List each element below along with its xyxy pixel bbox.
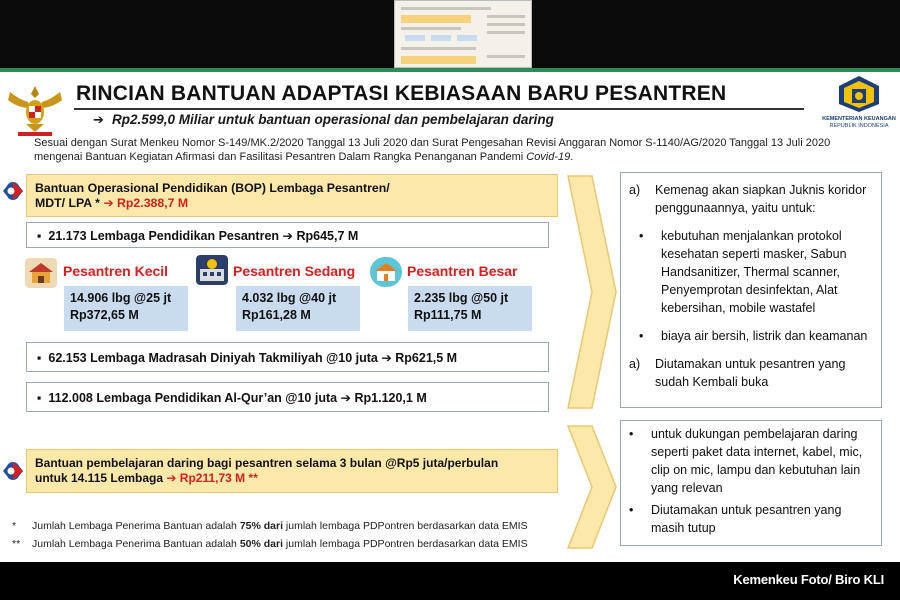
bop-box — [26, 174, 558, 217]
bullet-dot: • — [639, 229, 644, 243]
category-line2: Rp161,28 M — [242, 308, 311, 322]
bop-line2: MDT/ LPA * — [35, 196, 104, 210]
pesantren-sedang-icon — [196, 255, 228, 285]
guidance-key: a) — [629, 357, 641, 371]
category-box — [236, 286, 360, 331]
category-label: Pesantren Kecil — [63, 263, 169, 279]
slide-subtitle: Rp2.599,0 Miliar untuk bantuan operasional dan pembelajaran daring — [112, 112, 554, 127]
title-underline — [74, 108, 804, 110]
footnote-bold: 75% dari — [239, 520, 284, 532]
category-label: Pesantren Besar — [407, 263, 518, 279]
footnote — [12, 520, 528, 532]
bullet-text: biaya air bersih, listrik dan keamanan — [661, 329, 868, 343]
intro-italic: Covid-19 — [526, 151, 571, 163]
row-text: 112.008 Lembaga Pendidikan Al-Qur’an @10 juta ➔ Rp1.120,1 M — [48, 391, 427, 405]
footnote-mark: ** — [12, 538, 21, 550]
footnote-post: jumlah lembaga PDPontren berdasarkan data EMIS — [283, 520, 528, 532]
row-bullet: ▪ — [37, 351, 42, 365]
daring-guidance-box — [620, 420, 882, 546]
category-line1: 2.235 lbg @50 jt — [414, 291, 509, 305]
bullet-dot: • — [639, 329, 644, 343]
guidance-text: Kemenag akan siapkan Juknis koridor penggunaannya, yaitu untuk: — [655, 183, 867, 215]
daring-amount: Rp211,73 M ** — [176, 471, 258, 485]
daring-box — [26, 449, 558, 493]
lembaga-row — [26, 342, 549, 372]
footnote-bold: 50% dari — [239, 538, 284, 550]
daring-arrow: ➔ — [166, 471, 177, 485]
garuda-emblem-icon — [6, 82, 64, 138]
daring-line1: Bantuan pembelajaran daring bagi pesantren selama 3 bulan @Rp5 juta/perbulan — [35, 456, 499, 470]
row-text: 62.153 Lembaga Madrasah Diniyah Takmiliyah @10 juta ➔ Rp621,5 M — [48, 351, 458, 365]
guidance-bullet — [629, 425, 873, 497]
bop-line1: Bantuan Operasional Pendidikan (BOP) Lembaga Pesantren/ — [35, 181, 390, 195]
kemenkeu-logo-icon — [834, 74, 884, 114]
guidance-item — [629, 355, 873, 391]
kemenkeu-logo-sub: REPUBLIK INDONESIA — [829, 123, 889, 129]
row-bullet: ▪ — [37, 229, 42, 243]
guidance-bullet — [639, 327, 873, 345]
lembaga-row — [26, 222, 549, 248]
category-label: Pesantren Sedang — [233, 263, 356, 279]
intro-end: . — [570, 151, 574, 163]
section-marker-icon — [2, 180, 24, 202]
footnote-post: jumlah lembaga PDPontren berdasarkan data EMIS — [283, 538, 528, 550]
category-line1: 4.032 lbg @40 jt — [242, 291, 337, 305]
chevron-right-icon — [566, 424, 618, 550]
bop-amount: Rp2.388,7 M — [113, 196, 189, 210]
guidance-text: Diutamakan untuk pesantren yang sudah Kembali buka — [655, 357, 846, 389]
guidance-bullet — [629, 501, 873, 537]
footnote-mark: * — [12, 520, 17, 532]
bullet-dot: • — [629, 427, 634, 441]
slide — [0, 68, 900, 562]
category-line2: Rp111,75 M — [414, 308, 482, 322]
bullet-dot: • — [629, 503, 634, 517]
kemenkeu-logo-text — [812, 116, 900, 130]
guidance-box — [620, 172, 882, 408]
category-line2: Rp372,65 M — [70, 308, 139, 322]
photo-credit: Kemenkeu Foto/ Biro KLI — [733, 572, 884, 587]
daring-line2: untuk 14.115 Lembaga — [35, 471, 167, 485]
footnote-pre: Jumlah Lembaga Penerima Bantuan adalah — [32, 538, 240, 550]
guidance-key: a) — [629, 183, 641, 197]
category-line1: 14.906 lbg @25 jt — [70, 291, 172, 305]
bullet-text: kebutuhan menjalankan protokol kesehatan seperti masker, Sabun Handsanitizer, Thermal scanner, Penyemprotan desinfektan, Alat kebersihan, mobile wastafel — [661, 229, 847, 315]
kemenkeu-logo-name: KEMENTERIAN KEUANGAN — [822, 116, 896, 122]
bullet-text: Diutamakan untuk pesantren yang masih tutup — [651, 503, 842, 535]
intro-text: Sesuai dengan Surat Menkeu Nomor S-149/MK.2/2020 Tanggal 13 Juli 2020 dan Surat Pengesahan Revisi Anggaran Nomor S-1140/AG/2020 Tanggal 13 Juli 2020 mengenai Bantuan Kegiatan Afirmasi dan Fasilitasi Pesantren Dalam Rangka Penanganan Pandemi — [34, 137, 831, 163]
chevron-right-icon — [566, 174, 618, 410]
footnote-pre: Jumlah Lembaga Penerima Bantuan adalah — [32, 520, 240, 532]
bullet-text: untuk dukungan pembelajaran daring seperti paket data internet, kabel, mic, clip on mic, lampu dan kebutuhan lain yang relevan — [651, 427, 863, 495]
section-marker-icon — [2, 460, 24, 482]
header-green-line — [0, 68, 900, 72]
slide-thumbnail[interactable] — [394, 0, 532, 68]
pesantren-besar-icon — [370, 257, 402, 287]
pesantren-kecil-icon — [25, 258, 57, 288]
footnote — [12, 538, 528, 550]
bop-arrow: ➔ — [103, 196, 114, 210]
category-box — [64, 286, 188, 331]
row-bullet: ▪ — [37, 391, 42, 405]
guidance-item — [629, 181, 873, 217]
guidance-bullet — [639, 227, 873, 317]
intro-paragraph — [34, 136, 874, 164]
lembaga-row — [26, 382, 549, 412]
slide-title: RINCIAN BANTUAN ADAPTASI KEBIASAAN BARU PESANTREN — [76, 82, 727, 105]
row-text: 21.173 Lembaga Pendidikan Pesantren ➔ Rp645,7 M — [48, 229, 359, 243]
subtitle-arrow-icon: ➔ — [93, 112, 104, 127]
category-box — [408, 286, 532, 331]
